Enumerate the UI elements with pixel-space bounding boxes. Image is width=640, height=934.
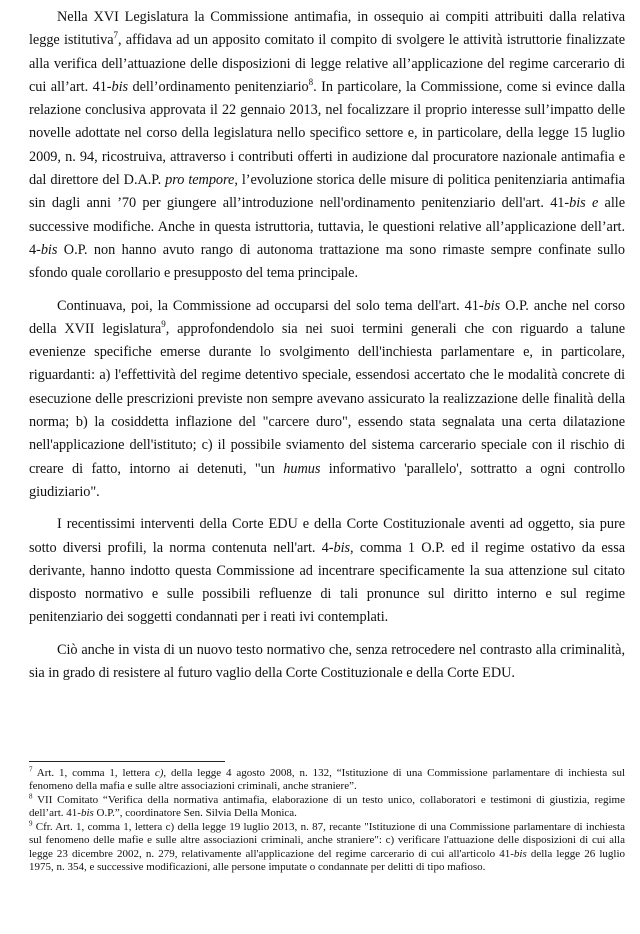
- footnote-ref-9[interactable]: 9: [161, 319, 166, 330]
- footnote-8: [29, 794, 625, 821]
- text-run: dell’ordinamento penitenziario: [128, 78, 309, 95]
- italic-run: bis: [80, 807, 94, 820]
- footnote-number: 8: [29, 792, 33, 801]
- text-run: I recentissimi interventi della Corte EDU e della Corte Costituzionale aventi ad oggetto, sia pure sotto diversi profili, la norma contenuta nell'art. 4-: [29, 516, 625, 556]
- text-run: informativo 'parallelo', sottratto a ogni controllo giudiziario".: [29, 460, 625, 500]
- text-run: , approfondendolo sia nei suoi termini generali che con riguardo a talune evenienze specifiche emerse durante lo svolgimento dell'inchiesta parlamentare e, in particolare, riguardanti: a) l'effettività del regime detentivo speciale, essendosi accertato che le modalità concrete di esecuzione delle prescrizioni previste non sempre avevano assicurato la realizzazione delle finalità della norma; b) la cosiddetta inflazione del "carcere duro", essendo stata segnalata una certa dilatazione nell'applicazione dell'istituto; c) il possibile sviamento del sistema carcerario speciale con il rischio di creare di fatto, intorno ai detenuti, "un: [29, 320, 625, 477]
- text-run: , l’evoluzione storica delle misure di politica penitenziaria antimafia sin dagli anni ’70 per giungere all’introduzione nell'ordinamento penitenziario dell'art. 41-: [29, 172, 625, 212]
- paragraph-4: [29, 639, 625, 686]
- footnote-9: [29, 821, 625, 874]
- paragraph-2: [29, 295, 625, 505]
- paragraph-3: [29, 513, 625, 629]
- text-run: , comma 1 O.P. ed il regime ostativo da essa derivante, hanno indotto questa Commissione ad incentrare specificamente la sua attenzione sul citato disposto normativo e sulle possibili refluenze di tali pronunce sul diritto interno e sul regime penitenziario dei soggetti condannati per i reati ivi contemplati.: [29, 539, 626, 626]
- italic-run: c): [154, 767, 164, 779]
- text-run: . In particolare, la Commissione, come si evince dalla relazione conclusiva approvata il 22 gennaio 2013, nel focalizzare il proprio interesse sull’impatto delle novelle adottate nel corso della legislatura nello specifico settore e, in particolare, della legge 15 luglio 2009, n. 94, ricostruiva, attraverso i contributi offerti in audizione dal procuratore nazionale antimafia e dal direttore del D.A.P.: [29, 78, 625, 189]
- text-run: Continuava, poi, la Commissione ad occuparsi del solo tema dell'art. 41-: [57, 297, 484, 314]
- italic-run: bis: [483, 297, 501, 314]
- text-run: O.P. non hanno avuto rango di autonoma trattazione ma sono rimaste sempre confinate sullo sfondo quale corollario e presupposto del tema principale.: [29, 241, 625, 282]
- text-run: , affidava ad un apposito comitato il compito di svolgere le attività istruttorie finalizzate alla verifica dell’attuazione delle disposizioni di legge relative all’applicazione del regime carcerario di cui all’art. 41-: [29, 32, 625, 95]
- text-run: della legge 26 luglio 1975, n. 354, e successive modificazioni, alle persone imputate o condannate per delitti di tipo mafioso.: [29, 847, 625, 874]
- text-run: Cfr. Art. 1, comma 1, lettera c) della legge 19 luglio 2013, n. 87, recante "Istituzione di una Commissione parlamentare di inchiesta sul fenomeno delle mafie e sulle altre associazioni criminali, anche straniere": c) verificare l'attuazione delle disposizioni di cui alla legge 23 dicembre 2002, n. 279, relativamente all'applicazione del regime carcerario di cui all'articolo 41-: [29, 821, 625, 860]
- document-body: [29, 6, 625, 694]
- footnote-separator: [29, 761, 225, 762]
- italic-run: pro tempore: [165, 172, 235, 189]
- footnote-number: 9: [29, 819, 33, 828]
- paragraph-1: [29, 6, 625, 286]
- text-run: Nella XVI Legislatura la Commissione antimafia, in ossequio ai compiti attribuiti dalla relativa legge istitutiva: [29, 9, 625, 49]
- text-run: O.P.”, coordinatore Sen. Silvia Della Monica.: [93, 807, 297, 820]
- text-run: , della legge 4 agosto 2008, n. 132, “Istituzione di una Commissione parlamentare di inchiesta sul fenomeno della mafia e sulle altre associazioni criminali, anche straniere”.: [29, 767, 625, 793]
- text-run: Ciò anche in vista di un nuovo testo normativo che, senza retrocedere nel contrasto alla criminalità, sia in grado di resistere al futuro vaglio della Corte Costituzionale e della Corte EDU.: [29, 641, 625, 682]
- text-run: VII Comitato “Verifica della normativa antimafia, elaborazione di un testo unico, collaboratori e testimoni di giustizia, regime dell’art. 41-: [29, 794, 625, 820]
- text-run: Art. 1, comma 1, lettera: [32, 767, 155, 779]
- italic-run: bis: [40, 241, 58, 258]
- italic-run: bis e: [569, 195, 599, 212]
- text-run: O.P. anche nel corso della XVII legislatura: [29, 297, 626, 337]
- text-run: alle successive modifiche. Anche in questa istruttoria, tuttavia, le questioni relative all’applicazione dell’art. 4-: [29, 195, 625, 258]
- italic-run: bis: [333, 539, 351, 556]
- footnote-number: 7: [29, 765, 33, 774]
- footnotes: [29, 767, 625, 875]
- italic-run: bis: [111, 78, 129, 95]
- footnote-ref-7[interactable]: 7: [113, 30, 118, 41]
- footnote-7: [29, 767, 625, 794]
- footnote-ref-8[interactable]: 8: [308, 77, 314, 88]
- italic-run: bis: [513, 847, 527, 860]
- italic-run: humus: [283, 460, 321, 477]
